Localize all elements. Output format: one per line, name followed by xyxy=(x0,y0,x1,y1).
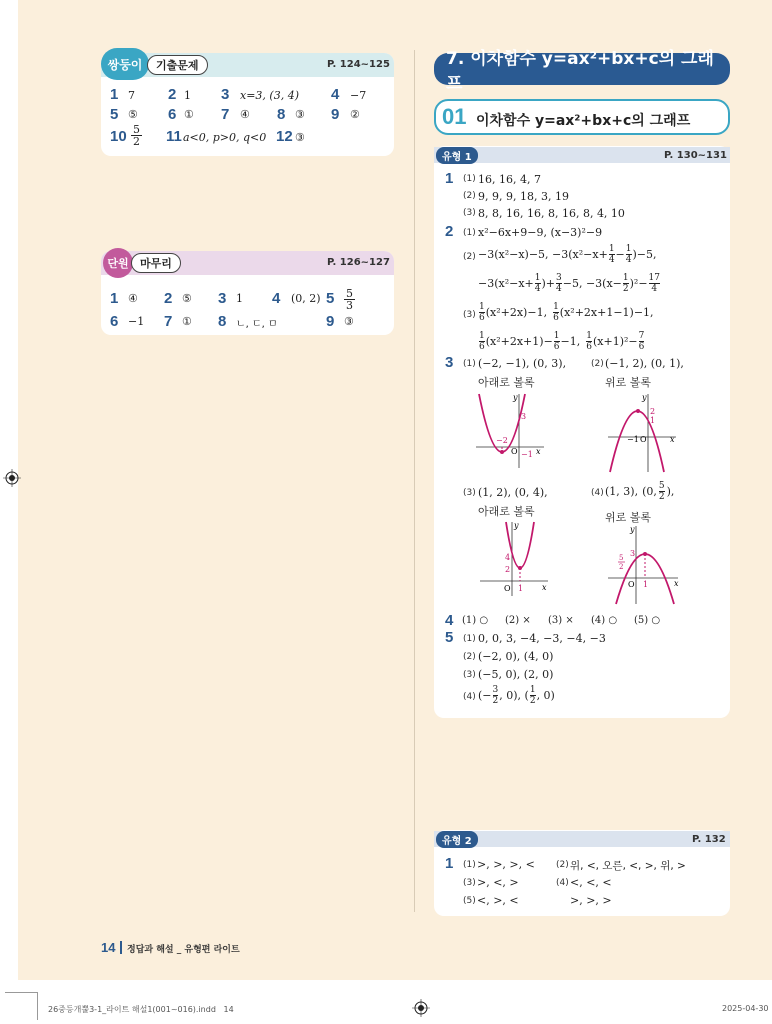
answer-num: 3 xyxy=(221,86,230,103)
answer: (0, 2) xyxy=(291,292,321,305)
expr: )+ xyxy=(541,276,556,290)
q5-line1: 0, 0, 3, −4, −3, −4, −3 xyxy=(478,632,606,645)
t2-r2a: >, <, > xyxy=(477,876,519,889)
frac-den: 4 xyxy=(625,254,632,265)
q3-p4-dir: 위로 볼록 xyxy=(605,511,652,524)
fraction xyxy=(659,481,665,502)
axis-label: x xyxy=(536,447,541,456)
q3-num: 3 xyxy=(445,354,454,371)
tick-label: 1 xyxy=(643,580,649,589)
q2-num: 2 xyxy=(445,223,454,240)
frac-den: 4 xyxy=(608,254,615,265)
frac-num: 1 xyxy=(586,330,592,341)
review-label: 마무리 xyxy=(131,253,181,273)
axis-label: y xyxy=(514,521,519,530)
parabola xyxy=(506,522,534,568)
answer-num: 2 xyxy=(164,290,173,307)
fraction xyxy=(493,685,499,706)
sub-label: (4) xyxy=(556,878,569,888)
answer-num: 12 xyxy=(276,128,293,145)
answer: ⑤ xyxy=(182,292,192,305)
q3-p1-coords: (−2, −1), (0, 3), xyxy=(478,357,567,370)
frac-den: 2 xyxy=(492,695,499,706)
q1-line3: 8, 8, 16, 16, 8, 16, 8, 4, 10 xyxy=(478,207,625,220)
sub-label: (4) xyxy=(463,692,476,702)
t2-r2b: <, <, < xyxy=(570,876,612,889)
answer: 7 xyxy=(128,89,135,102)
print-date: 2025-04-30 xyxy=(722,1004,769,1013)
sub-label: (3) xyxy=(463,208,476,218)
q1-line2: 9, 9, 9, 18, 3, 19 xyxy=(478,190,569,203)
fraction xyxy=(554,331,560,352)
frac-num: 5 xyxy=(133,123,140,136)
twin-badge: 쌍둥이 xyxy=(101,48,149,80)
answer-num: 9 xyxy=(331,106,340,123)
answer-num: 4 xyxy=(331,86,340,103)
unit-badge: 단원 xyxy=(103,248,133,278)
q5-line4 xyxy=(478,682,555,708)
tick-label: 3 xyxy=(630,549,636,558)
frac-num: 1 xyxy=(553,330,560,341)
answer-num: 9 xyxy=(326,313,335,330)
expr: −3(x²−x+ xyxy=(478,276,534,290)
frac-num: 1 xyxy=(529,684,536,695)
q1-num: 1 xyxy=(445,170,454,187)
sub-label: (1) xyxy=(463,228,476,238)
frac-num: 1 xyxy=(479,301,485,312)
expr: )²− xyxy=(629,276,648,290)
answer-num: 3 xyxy=(218,290,227,307)
t2-r3a: <, >, < xyxy=(477,894,519,907)
frac-num: 3 xyxy=(556,272,562,283)
frac-num: 1 xyxy=(608,243,615,254)
section-number: 01 xyxy=(442,104,467,129)
expr: − xyxy=(615,247,625,261)
answer: ② xyxy=(350,108,360,121)
axis-label: x xyxy=(670,435,675,444)
tick-label: −1 xyxy=(627,435,639,444)
answer: ④ xyxy=(128,292,138,305)
answer-num: 7 xyxy=(221,106,230,123)
q4-num: 4 xyxy=(445,612,454,629)
frac-num: 1 xyxy=(625,243,632,254)
expr: ), xyxy=(666,484,675,498)
q4-item: (5) ○ xyxy=(634,615,661,626)
frac-num: 1 xyxy=(622,272,629,283)
q4-item: (2) × xyxy=(505,615,531,626)
tick-label: 1 xyxy=(518,584,524,593)
expr: −3(x²−x)−5, −3(x²−x+ xyxy=(478,247,608,261)
sub-label: (2) xyxy=(463,252,476,262)
t2-r1a: >, >, >, < xyxy=(477,858,535,871)
fraction xyxy=(479,331,485,352)
q2-line1: x²−6x+9−9, (x−3)²−9 xyxy=(478,226,603,239)
fraction xyxy=(586,331,592,352)
answer-num: 1 xyxy=(110,290,119,307)
frac-den: 6 xyxy=(638,341,645,352)
answer: ㄴ, ㄷ, ㅁ xyxy=(236,319,278,330)
answer-num: 5 xyxy=(110,106,119,123)
graph-2 xyxy=(604,390,684,474)
answer-num: 11 xyxy=(166,128,182,145)
q2-line2 xyxy=(478,242,657,266)
answer-num: 10 xyxy=(110,128,127,145)
tick-label: 5 xyxy=(619,554,624,562)
q4-item: (4) ○ xyxy=(591,615,618,626)
registration-mark-bottom xyxy=(412,999,430,1017)
q5-line3: (−5, 0), (2, 0) xyxy=(478,668,554,681)
parabola xyxy=(616,554,674,604)
q3-p2-dir: 위로 볼록 xyxy=(605,376,652,389)
frac-den: 2 xyxy=(622,283,629,294)
footer-caption: 정답과 해설 _ 유형편 라이트 xyxy=(127,945,240,955)
expr: (x²+2x)−1, xyxy=(485,305,548,319)
q5-num: 5 xyxy=(445,629,454,646)
sub-label: (3) xyxy=(463,310,476,320)
sub-label: (3) xyxy=(463,670,476,680)
expr: −1, xyxy=(560,334,581,348)
axis-label: y xyxy=(513,393,518,402)
sub-label: (1) xyxy=(463,359,476,369)
tick-label: O xyxy=(511,447,518,456)
type2-page-ref: P. 132 xyxy=(692,834,726,845)
fraction xyxy=(530,685,536,706)
fraction xyxy=(649,273,660,294)
sub-label: (4) xyxy=(591,488,604,498)
sub-label: (3) xyxy=(463,488,476,498)
expr: )−5, xyxy=(632,247,657,261)
fraction xyxy=(639,331,645,352)
q4-item: (3) × xyxy=(548,615,574,626)
fraction xyxy=(553,302,559,323)
sub-label: (2) xyxy=(463,652,476,662)
q3-p2-coords: (−1, 2), (0, 1), xyxy=(605,357,684,370)
frac-den: 2 xyxy=(529,695,536,706)
frac-num: 17 xyxy=(648,272,660,283)
tick-label: −2 xyxy=(496,436,508,445)
answer: ③ xyxy=(295,131,305,144)
frac-den: 4 xyxy=(651,283,658,294)
answer: ③ xyxy=(344,315,354,328)
answer-num: 1 xyxy=(110,86,119,103)
q2-line5 xyxy=(478,329,645,353)
footer-bar xyxy=(120,941,122,954)
graph-3 xyxy=(476,518,556,598)
crop-mark xyxy=(5,992,37,993)
type1-label: 유형 1 xyxy=(436,147,478,164)
graph-4 xyxy=(604,522,684,606)
frac-num: 1 xyxy=(479,330,485,341)
fraction xyxy=(479,302,485,323)
answer: ④ xyxy=(240,108,250,121)
frac-den: 4 xyxy=(534,283,541,294)
fraction xyxy=(535,273,541,294)
sub-label: (2) xyxy=(591,359,604,369)
answer: ⑤ xyxy=(128,108,138,121)
page-ref: P. 126~127 xyxy=(327,257,390,268)
answer: x=3, (3, 4) xyxy=(240,89,299,102)
q1-line1: 16, 16, 4, 7 xyxy=(478,173,541,186)
tick-label: −1 xyxy=(521,450,533,459)
fraction-answer xyxy=(344,288,355,311)
q3-p3-coords: (1, 2), (0, 4), xyxy=(478,486,548,499)
frac-num: 1 xyxy=(534,272,541,283)
sub-label: (2) xyxy=(556,860,569,870)
crop-mark xyxy=(37,992,38,1020)
fraction xyxy=(626,244,632,265)
answer: ① xyxy=(182,315,192,328)
frac-den: 2 xyxy=(658,491,665,502)
q5-line2: (−2, 0), (4, 0) xyxy=(478,650,554,663)
q2-line3 xyxy=(478,271,661,295)
frac-den: 6 xyxy=(553,312,559,323)
vertex xyxy=(643,552,647,556)
expr: , 0), ( xyxy=(499,688,529,702)
tick-label: 4 xyxy=(505,553,511,562)
expr: −5, −3(x− xyxy=(562,276,622,290)
axis-label: y xyxy=(630,525,635,534)
answer-num: 8 xyxy=(218,313,227,330)
t2-r1b: 위, <, 오른, <, >, 위, > xyxy=(570,860,686,872)
sub-label: (1) xyxy=(463,860,476,870)
expr: (x+1)²− xyxy=(592,334,638,348)
chapter-title: 7. 이차함수 y=ax²+bx+c의 그래프 xyxy=(434,53,730,85)
sub-label: (5) xyxy=(463,896,476,906)
answer-num: 6 xyxy=(110,313,119,330)
expr: (x²+2x+1)− xyxy=(485,334,553,348)
q3-p3-dir: 아래로 볼록 xyxy=(478,505,535,518)
answer-num: 8 xyxy=(277,106,286,123)
sub-label: (2) xyxy=(463,191,476,201)
answer: 1 xyxy=(184,89,191,102)
expr: , 0) xyxy=(536,688,555,702)
print-file-name: 26중등개뿔3-1_라이트 해설1(001~016).indd 14 xyxy=(48,1005,234,1014)
answer-num: 5 xyxy=(326,290,335,307)
frac-den: 6 xyxy=(586,341,592,352)
answer: ③ xyxy=(295,108,305,121)
vertex xyxy=(500,450,504,454)
type1-page-ref: P. 130~131 xyxy=(664,150,727,161)
frac-den: 6 xyxy=(553,341,560,352)
tick-label: 1 xyxy=(650,416,656,425)
answer: a<0, p>0, q<0 xyxy=(183,131,267,144)
tick-label: O xyxy=(640,435,647,444)
q2-line4 xyxy=(478,300,654,324)
expr: (− xyxy=(478,688,492,702)
frac-den: 2 xyxy=(133,135,140,148)
page-number: 14 xyxy=(101,940,116,955)
expr: (1, 3), xyxy=(605,484,639,498)
tick-label: 2 xyxy=(619,563,624,571)
tick-label: O xyxy=(504,584,511,593)
frac-den: 4 xyxy=(556,283,562,294)
fraction xyxy=(556,273,562,294)
fraction-answer xyxy=(131,124,142,147)
sub-label: (3) xyxy=(463,878,476,888)
page-ref: P. 124~125 xyxy=(327,59,390,70)
frac-den: 3 xyxy=(346,299,353,312)
axis-label: x xyxy=(542,583,547,592)
tick-label: 2 xyxy=(650,407,656,416)
column-divider xyxy=(414,50,415,912)
type2-label: 유형 2 xyxy=(436,831,478,848)
frac-den: 6 xyxy=(479,341,485,352)
axis-label: y xyxy=(642,393,647,402)
frac-num: 5 xyxy=(658,480,665,491)
frac-num: 1 xyxy=(553,301,559,312)
q3-p1-dir: 아래로 볼록 xyxy=(478,376,535,389)
t2-r3b: >, >, > xyxy=(570,894,612,907)
type2-header xyxy=(434,831,730,847)
fraction xyxy=(609,244,615,265)
tick-label: O xyxy=(628,580,635,589)
answer-num: 4 xyxy=(272,290,281,307)
registration-mark-left xyxy=(3,469,21,487)
frac-num: 7 xyxy=(638,330,645,341)
exam-label: 기출문제 xyxy=(147,55,208,75)
section-title: 이차함수 y=ax²+bx+c의 그래프 xyxy=(476,113,691,129)
tick-label: 3 xyxy=(521,412,527,421)
answer: −7 xyxy=(350,89,367,102)
vertex xyxy=(518,566,522,570)
vertex xyxy=(636,409,640,413)
sub-label: (1) xyxy=(463,174,476,184)
answer: −1 xyxy=(128,315,145,328)
tick-label: 2 xyxy=(505,565,511,574)
frac-den: 6 xyxy=(479,312,485,323)
frac-num: 5 xyxy=(346,287,353,300)
frac-num: 3 xyxy=(492,684,499,695)
t2-q1-num: 1 xyxy=(445,855,454,872)
fraction xyxy=(623,273,629,294)
answer-num: 7 xyxy=(164,313,173,330)
expr: (0, xyxy=(642,484,657,498)
answer: ① xyxy=(184,108,194,121)
q4-item: (1) ○ xyxy=(462,615,489,626)
graph-1 xyxy=(472,390,552,470)
expr: (x²+2x+1−1)−1, xyxy=(559,305,654,319)
answer-num: 2 xyxy=(168,86,177,103)
q3-p4-coords xyxy=(605,478,674,504)
answer-num: 6 xyxy=(168,106,177,123)
answer: 1 xyxy=(236,292,243,305)
sub-label: (1) xyxy=(463,634,476,644)
axis-label: x xyxy=(674,579,679,588)
